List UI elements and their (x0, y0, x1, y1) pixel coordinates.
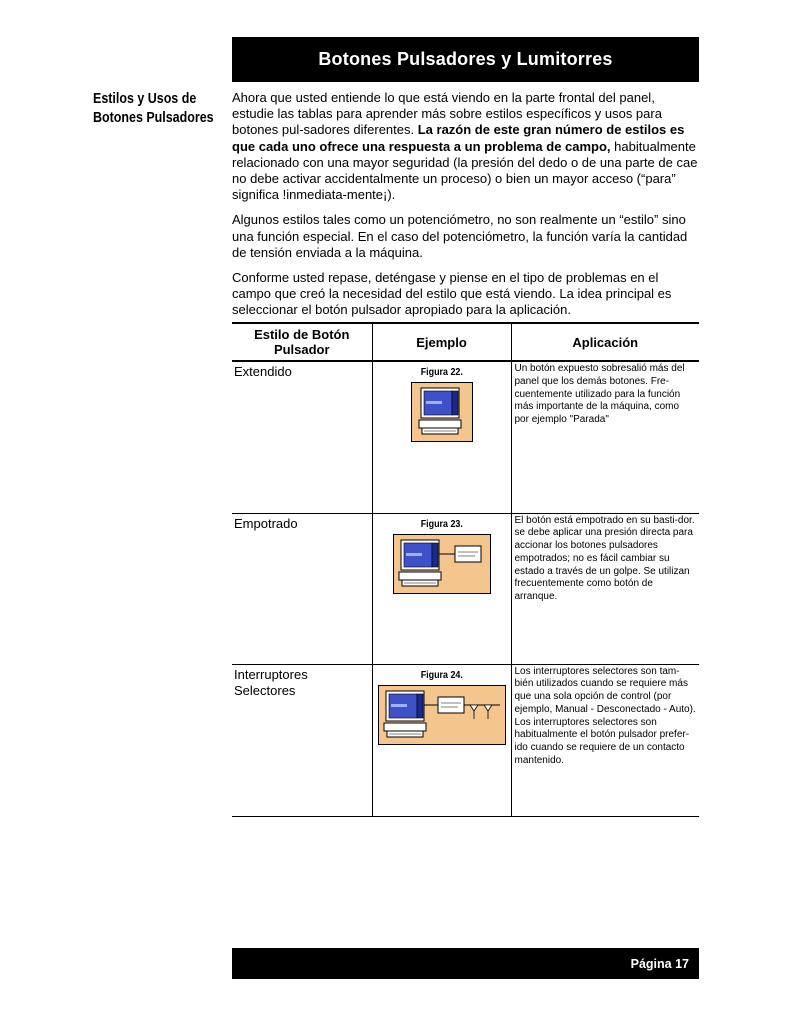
paragraph-2: Algunos estilos tales como un potenciómetro, no son realmente un “estilo” sino una función especial. En el caso del potenciómetro, la función varía la cantidad de tensión enviada a la máquina. (232, 212, 688, 260)
row-style: Interruptores Selectores (232, 664, 372, 816)
section-heading (93, 90, 231, 128)
row-example (372, 664, 511, 816)
page-title: Botones Pulsadores y Lumitorres (318, 49, 613, 69)
header-example: Ejemplo (372, 323, 511, 361)
pushbutton-styles-table (232, 322, 699, 817)
table-header-row (232, 323, 699, 361)
row-application: El botón está empotrado en su basti-dor. se debe aplicar una presión directa para accionar los botones pulsadores empotrados; no es fácil cambiar su estado a través de un golpe. Se utilizan frecuentemente como botón de arranque. (511, 513, 699, 664)
figure-label: Figura 24. (420, 668, 463, 681)
row-style: Extendido (232, 361, 372, 513)
figure-label: Figura 23. (420, 517, 463, 530)
paragraph-1-bold: La razón de este gran número de estilos es que cada uno ofrece una respuesta a un problema de campo, (232, 122, 685, 154)
page-footer (232, 948, 699, 979)
row-application: Los interruptores selectores son tam-bién utilizados cuando se requiere más que una sola opción de control (por ejemplo, Manual - Desconectado - Auto). Los interruptores selectores son habitualmente el botón pulsador prefer-ido cuando se requiere de un contacto mantenido. (511, 664, 699, 816)
table-row (232, 361, 699, 513)
paragraph-1-start: Ahora que usted entiende lo que está viendo en la parte frontal del panel, estudie las tablas para aprender más sobre estilos específicos y usos para botones pul-sadores diferentes. (232, 90, 662, 138)
selector-switch-figure-image (378, 685, 506, 745)
header-application: Aplicación (511, 323, 699, 361)
page-header (232, 37, 699, 82)
table-row (232, 664, 699, 816)
section-heading-line1: Estilos y Usos de (93, 91, 197, 107)
row-application: Un botón expuesto sobresalió más del panel que los demás botones. Fre-cuentemente utilizado para la función más importante de la máquina, como por ejemplo "Parada" (511, 361, 699, 513)
table-row (232, 513, 699, 664)
intro-text (232, 90, 699, 328)
flush-button-figure-image (393, 534, 491, 594)
row-example (372, 361, 511, 513)
extended-button-figure-image (411, 382, 473, 442)
paragraph-3: Conforme usted repase, deténgase y piense en el tipo de problemas en el campo que creó la necesidad del estilo que está viendo. La idea principal es seleccionar el botón pulsador apropiado para la aplicación. (232, 270, 672, 318)
page-number: Página 17 (630, 956, 689, 971)
row-example (372, 513, 511, 664)
figure-label: Figura 22. (420, 366, 463, 378)
section-heading-line2: Botones Pulsadores (93, 110, 214, 126)
paragraph-1-end: habitualmente relacionado con una mayor seguridad (la presión del dedo o de una parte de cae no debe activar accidentalmente un proceso) o bien un mayor acceso (“para” significa !inmediata-mente¡). (232, 138, 698, 203)
header-style: Estilo de Botón Pulsador (232, 323, 372, 361)
paragraph-1 (232, 90, 699, 203)
row-style: Empotrado (232, 513, 372, 664)
